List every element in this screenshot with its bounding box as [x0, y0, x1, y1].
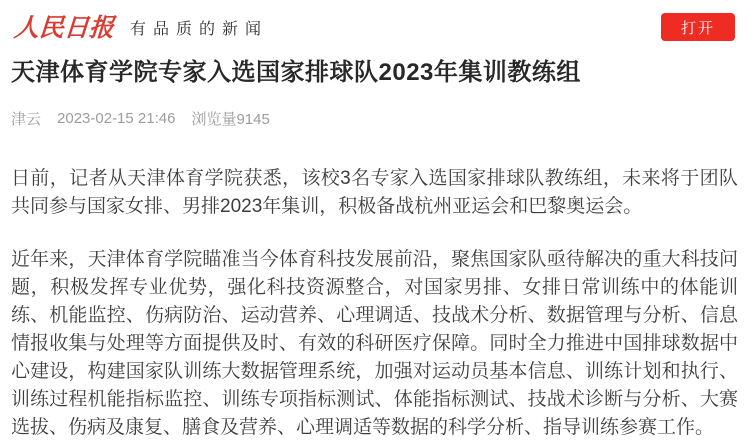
article-title: 天津体育学院专家入选国家排球队2023年集训教练组 [11, 59, 581, 86]
source-name: 津云 [11, 111, 42, 128]
peoples-daily-logo[interactable]: 人民日报 [12, 12, 116, 42]
article-body [11, 165, 738, 442]
open-app-button[interactable]: 打开 [661, 13, 735, 41]
article-paragraph: 日前，记者从天津体育学院获悉，该校3名专家入选国家排球队教练组，未来将于团队共同参与国家女排、男排2023年集训，积极备战杭州亚运会和巴黎奥运会。 [11, 168, 738, 217]
article-paragraph: 近年来，天津体育学院瞄准当今体育科技发展前沿，聚焦国家队亟待解决的重大科技问题，积极发挥专业优势，强化科技资源整合，对国家男排、女排日常训练中的体能训练、机能监控、伤病防治、运动营养、心理调适、技战术分析、数据管理与分析、信息情报收集与处理等方面提供及时、有效的科研医疗保障。同时全力推进中国排球数据中心建设，构建国家队训练大数据管理系统，加强对运动员基本信息、训练计划和执行、训练过程机能指标监控、训练专项指标测试、体能指标测试、技战术诊断与分析、大赛选拔、伤病及康复、膳食及营养、心理调适等数据的科学分析、指导训练参赛工作。 [11, 249, 738, 438]
app-header [0, 0, 749, 48]
tagline: 有品质的新闻 [130, 20, 269, 38]
view-count: 浏览量9145 [191, 111, 270, 128]
article-meta [11, 108, 738, 129]
article [0, 58, 749, 442]
publish-time: 2023-02-15 21:46 [57, 110, 176, 127]
